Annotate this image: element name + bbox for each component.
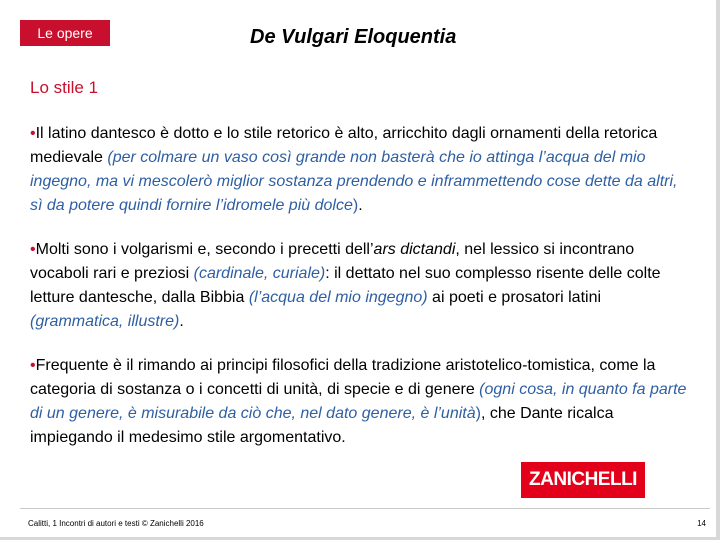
- bullet-2-text-c: : il dettato nel suo complesso risente delle colte letture dantesche, dalla Bibbia: [30, 265, 661, 306]
- bullet-1-quote: (per colmare un vaso così grande non basterà che io attinga l’acqua del mio ingegno, ma vi mescolerò miglior sostanza prendendo e inframmettendo cose dette da altri, sì da potere quindi fornire l’idromele più dolce: [30, 149, 678, 214]
- page-number: 14: [697, 519, 706, 528]
- bullet-dot: •: [30, 357, 36, 374]
- bullet-1: [30, 122, 690, 218]
- footer-divider: [20, 508, 710, 509]
- slide-edge-right: [716, 0, 720, 540]
- bullet-dot: •: [30, 241, 36, 258]
- bullet-2-end: .: [179, 313, 184, 330]
- slide-title: De Vulgari Eloquentia: [250, 26, 457, 48]
- bullet-3-quote: (ogni cosa, in quanto fa parte di un genere, è misurabile da ciò che, nel dato genere, è l’unità: [30, 381, 687, 422]
- bullet-2-quote-3: (grammatica, illustre): [30, 313, 180, 330]
- bullet-1-text: Il latino dantesco è dotto e lo stile retorico è alto, arricchito dagli ornamenti della retorica medievale: [30, 125, 658, 166]
- bullet-3: [30, 354, 690, 450]
- bullet-3-quote-close: ): [475, 405, 481, 422]
- bullet-1-quote-close: ): [352, 197, 359, 214]
- bullet-list: [30, 122, 690, 470]
- bullet-1-end: .: [358, 197, 363, 214]
- bullet-2-text-d: ai poeti e prosatori latini: [427, 289, 602, 306]
- bullet-3-end: , che Dante ricalca impiegando il medesimo stile argomentativo.: [30, 405, 614, 446]
- slide-subtitle: Lo stile 1: [30, 78, 99, 97]
- bullet-2-quote-1: (cardinale, curiale): [193, 265, 326, 282]
- bullet-3-text: Frequente è il rimando ai principi filosofici della tradizione aristotelico-tomistica, come la categoria di sostanza o i concetti di unità, di specie e di genere: [30, 357, 656, 398]
- bullet-2-text-b: , nel lessico si incontrano vocaboli rari e preziosi: [30, 241, 635, 282]
- bullet-2-term: ars dictandi: [373, 241, 456, 258]
- footer-credits: Calitti, 1 Incontri di autori e testi © Zanichelli 2016: [28, 519, 204, 528]
- bullet-2-text-a: Molti sono i volgarismi e, secondo i precetti dell’: [35, 241, 374, 258]
- bullet-dot: •: [30, 125, 36, 142]
- section-tag: Le opere: [20, 20, 110, 46]
- bullet-2-quote-2: (l’acqua del mio ingegno): [248, 289, 428, 306]
- bullet-2: [30, 238, 690, 334]
- zanichelli-logo: ZANICHELLI: [521, 462, 645, 498]
